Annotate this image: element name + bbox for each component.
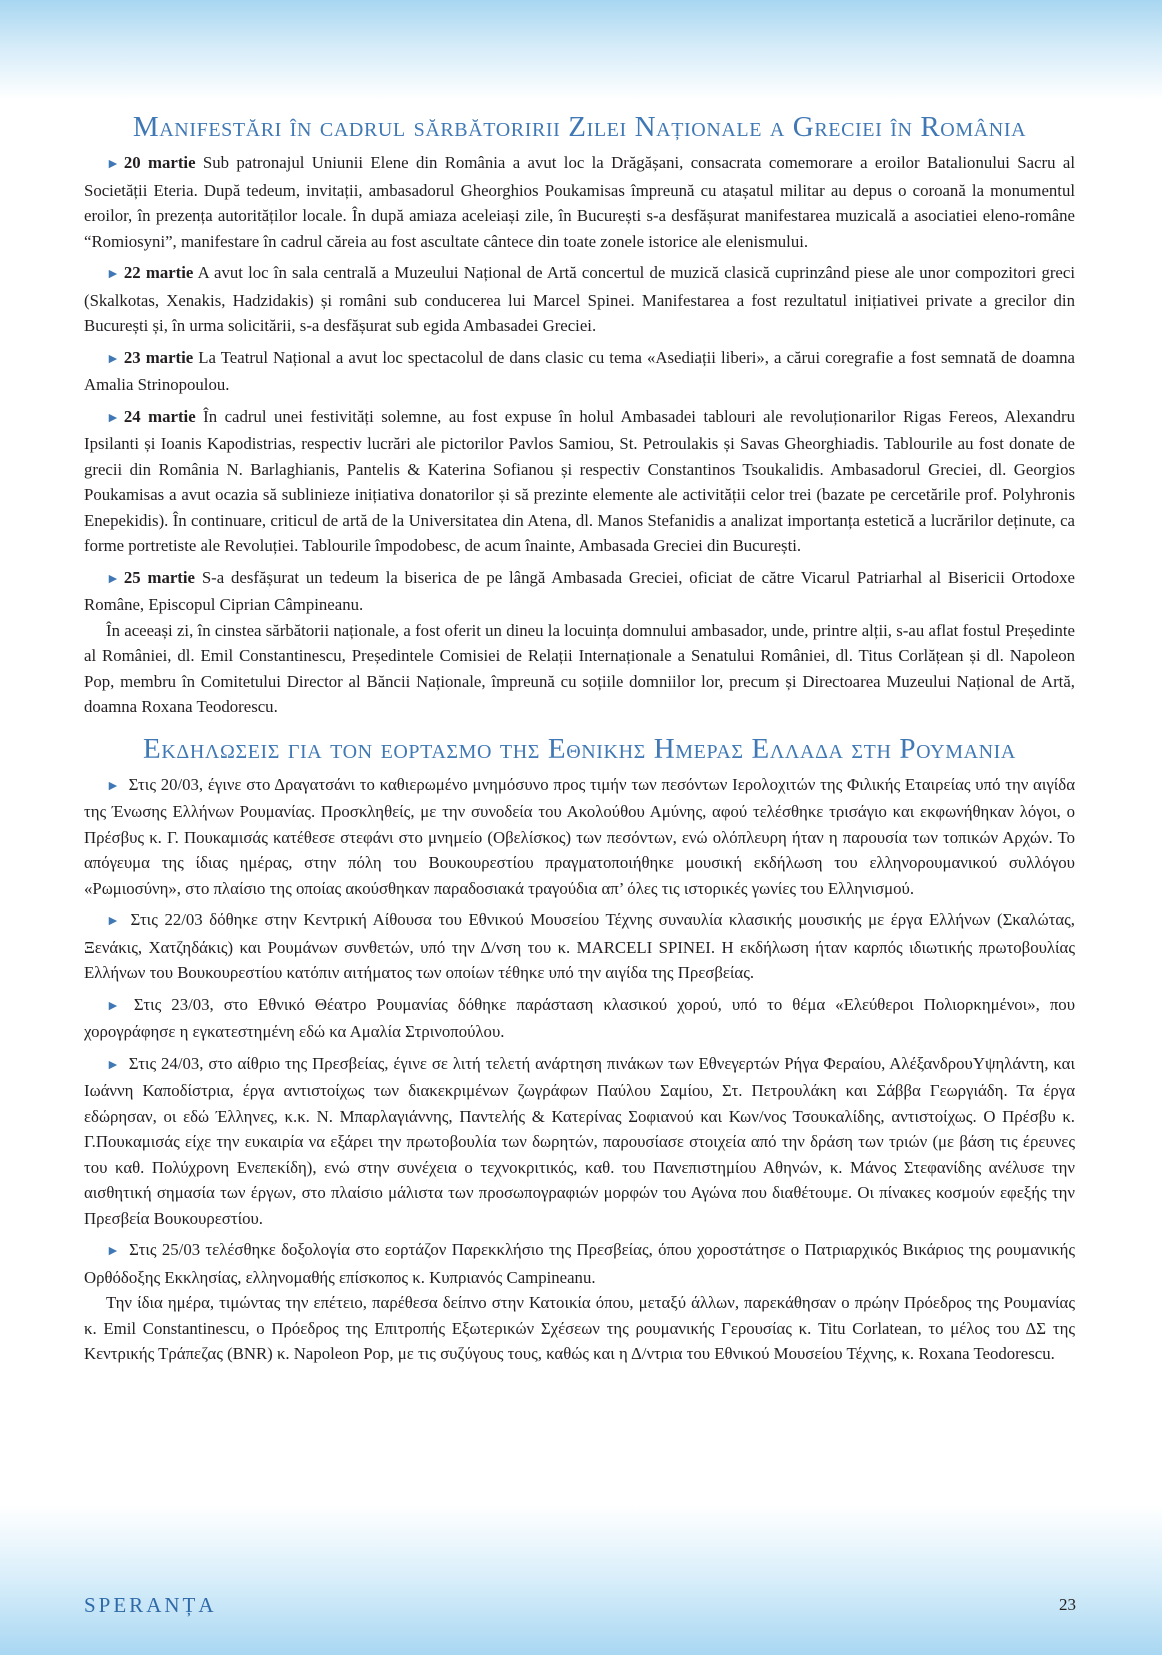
arrow-bullet-icon: ► bbox=[106, 778, 120, 794]
romanian-section-title: Manifestări în cadrul sărbătoririi Zilei Naționale a Greciei în România bbox=[132, 111, 1027, 143]
gr-paragraph-24-03 bbox=[84, 1051, 1075, 1232]
event-text: În cadrul unei festivități solemne, au fost expuse în holul Ambasadei tablouri ale revoluționarilor Rigas Fereos, Alexandru Ipsilanti și Ioanis Kapodistrias, respectiv lucrări ale pictorilor Pavlos Samiou, St. Petroulakis și Savas Gheorghiadis. Tablourile au fost donate de grecii din România N. Barlaghianis, Pantelis & Katerina Sofianou și respectiv Constantinos Tsoukalidis. Ambasadorul Greciei, dl. Georgios Poukamisas a avut ocazia să sublinieze inițiativa donatorilor și să prezinte elemente ale activității celor trei (bazate pe cercetările prof. Polyhronis Enepekidis). În continuare, criticul de artă de la Universitatea din Atena, dl. Manos Stefanidis a analizat importanța estetică a lucrărilor deținute, ca forme portretiste ale Revoluției. Tablourile împodobesc, de acum înainte, Ambasada Greciei din București. bbox=[84, 406, 1075, 555]
gr-paragraph-20-03 bbox=[84, 772, 1075, 902]
event-date: 23 martie bbox=[123, 347, 194, 367]
event-date: 22 martie bbox=[123, 263, 194, 282]
page-content bbox=[84, 104, 1075, 1373]
greek-section-title: Εκδηλωσεισ για τον εορτασμο τησ Εθνικησ Ημερασ Ελλαδα στη Ρουμανια bbox=[143, 732, 1016, 765]
event-text: Στις 20/03, έγινε στο Δραγατσάνι το καθιερωμένο μνημόσυνο προς τιμήν των πεσόντων Ιερολοχιτών της Φιλικής Εταιρείας υπό την αιγίδα της Ένωσης Ελλήνων Ρουμανίας. Προσκληθείς, με την συνοδεία του Ακολούθου Αμύνης, αφού τελέσθηκε τρισάγιο και εκφωνήθηκαν λόγοι, ο Πρέσβυς κ. Γ. Πουκαμισάς κατέθεσε στεφάνι στο μνημείο (Οβελίσκος) των πεσόντων, ενώ ολόπλευρη ήταν η παρουσία των τοπικών Αρχών. Το απόγευμα της ίδιας ημέρας, στην πόλη του Βουκουρεστίου πραγματοποιήθηκε μουσική εκδήλωση του ελληνορουμανικού συλλόγου «Ρωμιοσύνη», στο πλαίσιο της οποίας ακούσθηκαν παραδοσιακά τραγούδια απ’ όλες τις ιστορικές γωνίες του Ελληνισμού. bbox=[84, 774, 1075, 898]
event-date: 20 martie bbox=[123, 153, 196, 172]
event-text: Στις 23/03, στο Εθνικό Θέατρο Ρουμανίας δόθηκε παράσταση κλασικού χορού, υπό το θέμα «Ελεύθεροι Πολιορκημένοι», που χορογράφησε η εγκατεστημένη εδώ κα Αμαλία Στρινοπούλου. bbox=[84, 994, 1075, 1041]
event-text: Στις 22/03 δόθηκε στην Κεντρική Αίθουσα του Εθνικού Μουσείου Τέχνης συναυλία κλασικής μουσικής με έργα Ελλήνων (Σκαλώτας, Ξενάκις, Χατζηδάκις) και Ρουμάνων συνθετών, υπό την Δ/νση του κ. MARCELI SPINEI. Η εκδήλωση ήταν καρπός ιδιωτικής πρωτοβουλίας Ελλήνων του Βουκουρεστίου κατόπιν αιτήματος των οποίων τέθηκε υπό την αιγίδα της Πρεσβείας. bbox=[84, 910, 1075, 982]
ro-paragraph-20-martie bbox=[84, 150, 1075, 254]
arrow-bullet-icon: ► bbox=[106, 1057, 120, 1073]
arrow-bullet-icon: ► bbox=[106, 267, 120, 282]
arrow-bullet-icon: ► bbox=[106, 571, 120, 587]
ro-paragraph-22-martie bbox=[84, 260, 1075, 339]
event-text: Στις 25/03 τελέσθηκε δοξολογία στο εορτάζον Παρεκκλήσιο της Πρεσβείας, όπου χοροστάτησε ο Πατριαρχικός Βικάριος της ρουμανικής Ορθόδοξης Εκκλησίας, ελληνομαθής επίσκοπος κ. Κυπριανός Campineanu. bbox=[84, 1240, 1075, 1287]
arrow-bullet-icon: ► bbox=[106, 1244, 120, 1259]
arrow-bullet-icon: ► bbox=[106, 351, 120, 367]
top-gradient-band bbox=[0, 0, 1162, 100]
event-date: 25 martie bbox=[123, 567, 195, 587]
arrow-bullet-icon: ► bbox=[106, 410, 120, 426]
ro-paragraph-23-martie bbox=[84, 345, 1075, 398]
page-number: 23 bbox=[1059, 1595, 1076, 1614]
romanian-section bbox=[84, 150, 1075, 720]
ro-paragraph-25-martie bbox=[84, 565, 1075, 618]
event-text: La Teatrul Național a avut loc spectacolul de dans clasic cu tema «Asediații liberi», a cărui coregrafie a fost semnată de doamna Amalia Strinopoulou. bbox=[84, 347, 1075, 394]
arrow-bullet-icon: ► bbox=[106, 914, 120, 929]
ro-closing-paragraph: În aceeași zi, în cinstea sărbătorii naționale, a fost oferit un dineu la locuința domnului ambasador, unde, printre alții, s-au aflat fostul Președinte al României, dl. Emil Constantinescu, Președintele Comisiei de Relații Internaționale a Senatului României, dl. Titus Corlățean și dl. Napoleon Pop, membru în Comitetului Director al Băncii Naționale, împreună cu soțiile domniilor lor, precum și Directoarea Muzeului Național de Artă, doamna Roxana Teodorescu. bbox=[84, 620, 1075, 716]
event-date: 24 martie bbox=[123, 406, 196, 426]
event-text: Sub patronajul Uniunii Elene din România a avut loc la Drăgășani, consacrata comemorare a eroilor Batalionului Sacru al Societății Eteria. După tedeum, invitații, ambasadorul Gheorghios Poukamisas împreună cu atașatul militar au depus o coroană la monumentul eroilor, în prezența autorităților locale. În după amiaza aceleiași zile, în București s-a desfășurat manifestarea muzicală a asociatiei eleno-române “Romiosyni”, manifestare în cadrul căreia au fost ascultate cântece din toate zonele istorice ale elenismului. bbox=[84, 153, 1075, 251]
gr-paragraph-23-03 bbox=[84, 992, 1075, 1045]
gr-paragraph-25-03 bbox=[84, 1237, 1075, 1290]
event-text: S-a desfășurat un tedeum la biserica de pe lângă Ambasada Greciei, oficiat de către Vicarul Patriarhal al Bisericii Ortodoxe Române, Episcopul Ciprian Câmpineanu. bbox=[84, 567, 1076, 614]
gr-closing-paragraph: Την ίδια ημέρα, τιμώντας την επέτειο, παρέθεσα δείπνο στην Κατοικία όπου, μεταξύ άλλων, παρεκάθησαν ο πρώην Πρόεδρος της Ρουμανίας κ. Emil Constantinescu, ο Πρόεδρος της Επιτροπής Εξωτερικών Σχέσεων της ρουμανικής Γερουσίας κ. Titu Corlatean, το μέλος του ΔΣ της Κεντρικής Τράπεζας (BNR) κ. Napoleon Pop, με τις συζύγους τους, καθώς και η Δ/ντρια του Εθνικού Μουσείου Τέχνης, κ. Roxana Teodorescu. bbox=[84, 1293, 1075, 1363]
ro-paragraph-24-martie bbox=[84, 404, 1075, 559]
magazine-brand-name: SPERANȚA bbox=[84, 1593, 217, 1617]
bottom-gradient-band bbox=[0, 1505, 1162, 1655]
gr-paragraph-22-03 bbox=[84, 907, 1075, 986]
greek-section bbox=[84, 772, 1075, 1367]
event-text: Στις 24/03, στο αίθριο της Πρεσβείας, έγινε σε λιτή τελετή ανάρτηση πινάκων των Εθνεγερτών Ρήγα Φεραίου, ΑλέξανδρουΥψηλάντη, και Ιωάννη Καποδίστρια, έργα αντιστοίχως των διακεκριμένων ζωγράφων Παύλου Σαμίου, Στ. Πετρουλάκη και Σάββα Γεωργιάδη. Τα έργα εδώρησαν, οι εδώ Έλληνες, κ.κ. Ν. Μπαρλαγιάννης, Παντελής & Κατερίνας Σοφιανού και Κων/νος Τσουκαλίδης, αντιστοίχως. Ο Πρέσβυ κ. Γ.Πουκαμισάς είχε την ευκαιρία να εξάρει την πρωτοβουλία των δωρητών, παρουσίασε στοιχεία από την δράση των τριών (με βάση τις έρευνες του καθ. Πολύχρονη Ενεπεκίδη), ενώ στην συνέχεια ο τεχνοκριτικός, καθ. του Πανεπιστημίου Αθηνών, κ. Μάνος Στεφανίδης ανέλυσε την αισθητική σημασία των έργων, στο πλαίσιο μάλιστα των προσωπογραφιών μορφών του Αγώνα που διαθέτουμε. Οι πίνακες κοσμούν εφεξής την Πρεσβεία Βουκουρεστίου. bbox=[84, 1053, 1075, 1228]
event-text: A avut loc în sala centrală a Muzeului Național de Artă concertul de muzică clasică cuprinzând piese ale unor compozitori greci (Skalkotas, Xenakis, Hadzidakis) și români sub conducerea lui Marcel Spinei. Manifestarea a fost rezultatul inițiativei private a grecilor din București și, în urma solicitării, s-a desfășurat sub egida Ambasadei Greciei. bbox=[84, 263, 1075, 335]
arrow-bullet-icon: ► bbox=[106, 157, 120, 172]
arrow-bullet-icon: ► bbox=[106, 998, 120, 1014]
